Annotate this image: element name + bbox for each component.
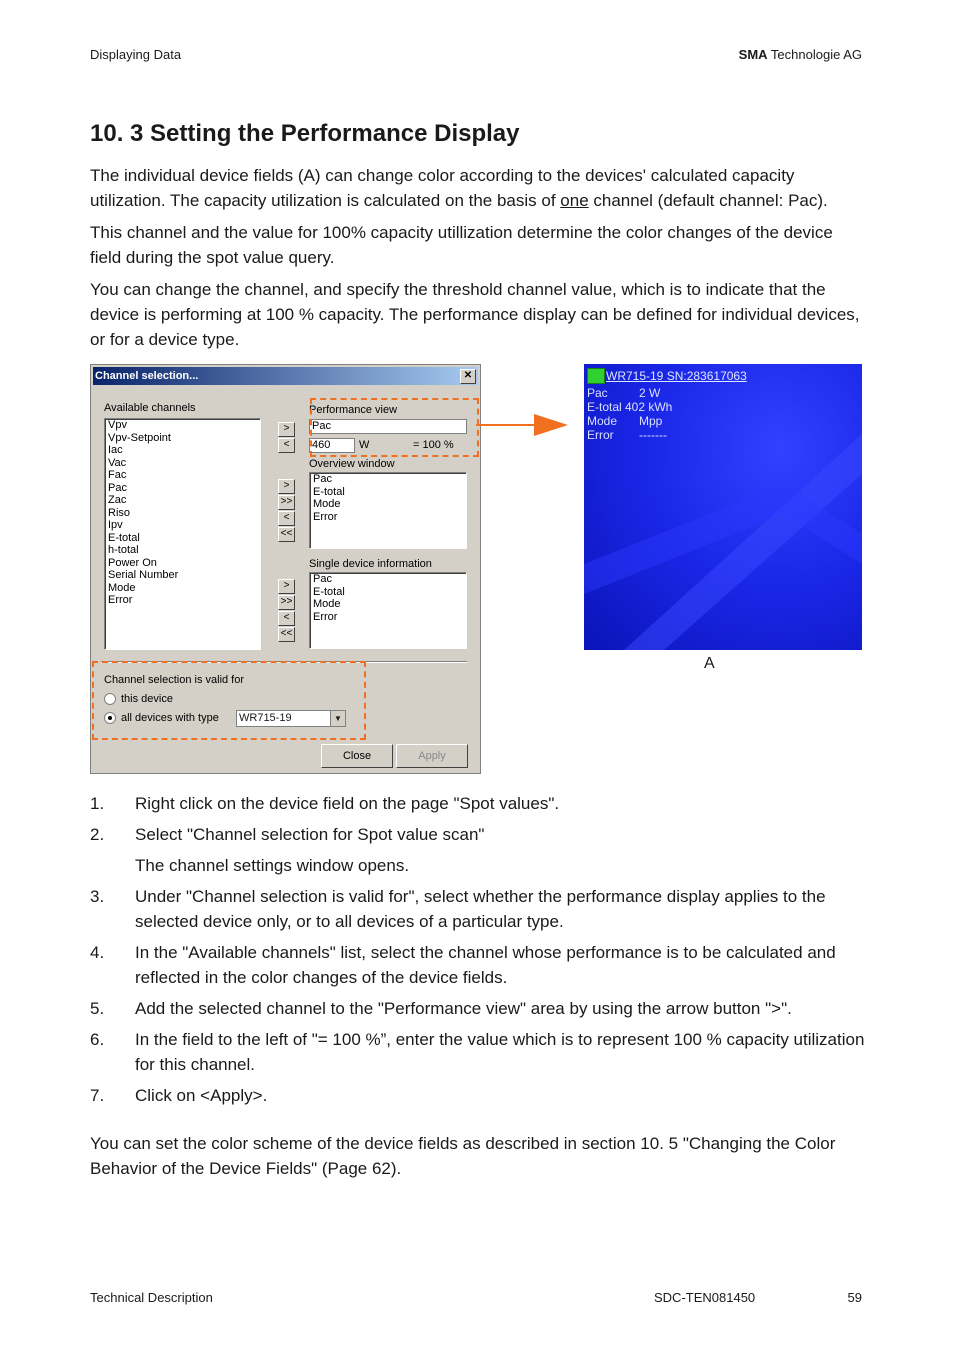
list-item: [90, 791, 865, 816]
device-info-key: Error: [587, 428, 614, 442]
list-item: [90, 1083, 865, 1108]
device-info-row: [587, 414, 672, 428]
step-text: The channel settings window opens.: [135, 856, 410, 875]
overview-channel-item[interactable]: Error: [313, 510, 338, 523]
device-field-panel[interactable]: [584, 364, 862, 650]
device-info-row: [587, 428, 672, 442]
single-channel-item[interactable]: Mode: [313, 598, 341, 610]
footer-left: Technical Description: [90, 1290, 213, 1305]
channel-selection-dialog: [90, 364, 481, 774]
valid-for-highlight-box: [92, 661, 366, 740]
intro-paragraph: [90, 163, 865, 213]
available-channel-item[interactable]: Mode: [108, 581, 136, 594]
closing-paragraph: You can set the color scheme of the device fields as described in section 10. 5 "Changing the Color Behavior of the Device Fields" (Page 62).: [90, 1134, 836, 1178]
overview-remove-arrow-button[interactable]: <: [278, 511, 295, 526]
available-channel-item[interactable]: Vpv: [108, 419, 127, 431]
available-channel-item[interactable]: Vpv-Setpoint: [108, 431, 171, 444]
list-item: [90, 853, 865, 878]
dialog-title: Channel selection...: [95, 370, 199, 382]
performance-percent: = 100 %: [413, 439, 454, 451]
available-channel-item[interactable]: h-total: [108, 544, 139, 556]
paragraph-3: You can change the channel, and specify the threshold channel value, which is to indicate that the device is performing at 100 % capacity. The performance display can be defined for individual devices, or for a device type.: [90, 280, 860, 349]
step-text: Under "Channel selection is valid for", select whether the performance display applies to the selected device only, or to all devices of a particular type.: [135, 887, 826, 931]
this-device-label: this device: [121, 693, 173, 705]
device-info-key: E-total: [587, 400, 622, 414]
overview-add-arrow-button[interactable]: >: [278, 479, 295, 494]
step-number: 1.: [90, 794, 105, 813]
device-info-value: Mpp: [639, 414, 663, 428]
device-type-value: WR715-19: [239, 712, 292, 724]
device-info-value: 402 kWh: [625, 400, 673, 414]
overview-window-list[interactable]: [309, 472, 467, 549]
available-channels-label: Available channels: [104, 402, 196, 414]
step-text: In the field to the left of "= 100 %”, enter the value which is to represent 100 % capacity utilization for this channel.: [135, 1030, 865, 1074]
single-channel-item[interactable]: Pac: [313, 573, 332, 585]
running-header-right: [739, 47, 862, 62]
single-remove-all-arrow-button[interactable]: <<: [278, 627, 295, 642]
all-devices-label: all devices with type: [121, 712, 219, 724]
performance-channel-field[interactable]: Pac: [309, 419, 467, 434]
overview-channel-item[interactable]: Pac: [313, 473, 332, 485]
available-channel-item[interactable]: Vac: [108, 456, 127, 469]
step-text: Click on <Apply>.: [135, 1086, 268, 1105]
single-device-list[interactable]: [309, 572, 467, 649]
available-channel-item[interactable]: Error: [108, 594, 133, 606]
single-channel-item[interactable]: E-total: [313, 585, 345, 598]
perf-add-arrow-button[interactable]: >: [278, 422, 295, 437]
list-item: [90, 822, 865, 847]
device-info-rows: [587, 386, 672, 442]
step-number: 5.: [90, 999, 105, 1018]
performance-value-input[interactable]: 460: [309, 438, 355, 453]
overview-window-label: Overview window: [309, 458, 395, 470]
step-text: Right click on the device field on the page "Spot values".: [135, 794, 560, 813]
callout-arrow-icon: [476, 412, 572, 438]
step-text: In the "Available channels" list, select the channel whose performance is to be calculated and reflected in the color changes of the device fields.: [135, 943, 836, 987]
section-title: 10. 3 Setting the Performance Display: [90, 120, 520, 147]
step-text: Add the selected channel to the "Performance view" area by using the arrow button ">".: [135, 999, 792, 1018]
device-info-key: Pac: [587, 386, 608, 400]
list-item: [90, 884, 865, 934]
available-channel-item[interactable]: E-total: [108, 531, 140, 544]
company-name-rest: Technologie AG: [767, 47, 862, 62]
available-channel-item[interactable]: Fac: [108, 469, 127, 481]
step-number: 7.: [90, 1086, 105, 1105]
valid-for-label: Channel selection is valid for: [104, 674, 245, 686]
available-channel-item[interactable]: Zac: [108, 494, 127, 506]
step-number: 2.: [90, 825, 105, 844]
available-channel-item[interactable]: Ipv: [108, 519, 123, 531]
running-header-left: Displaying Data: [90, 47, 182, 62]
device-info-value: -------: [639, 428, 667, 442]
intro-text-b: channel (default channel: Pac).: [588, 191, 828, 210]
single-add-arrow-button[interactable]: >: [278, 579, 295, 594]
single-channel-item[interactable]: Error: [313, 610, 338, 623]
intro-text-a: The individual device fields (A) can change color according to the devices' calculated capacity utilization. The capacity utilization is calculated on the basis of: [90, 166, 795, 210]
step-text: Select "Channel selection for Spot value scan": [135, 825, 485, 844]
list-item: [90, 1027, 865, 1077]
single-add-all-arrow-button[interactable]: >>: [278, 595, 295, 610]
step-number: 3.: [90, 887, 105, 906]
device-info-key: Mode: [587, 414, 618, 428]
list-item: [90, 940, 865, 990]
page-number: 59: [847, 1290, 862, 1305]
close-icon[interactable]: ✕: [460, 369, 476, 384]
overview-remove-all-arrow-button[interactable]: <<: [278, 527, 295, 542]
step-number: 4.: [90, 943, 105, 962]
available-channel-item[interactable]: Riso: [108, 506, 131, 519]
instruction-steps: [90, 791, 865, 1114]
paragraph-2: This channel and the value for 100% capacity utillization determine the color changes of the device field during the spot value query.: [90, 223, 833, 267]
device-info-row: [587, 386, 672, 400]
available-channel-item[interactable]: Serial Number: [108, 569, 179, 581]
intro-underlined-word: one: [560, 191, 589, 210]
available-channel-item[interactable]: Iac: [108, 444, 123, 456]
performance-unit: W: [359, 439, 370, 451]
dialog-titlebar: [93, 367, 478, 385]
overview-channel-item[interactable]: E-total: [313, 485, 345, 498]
performance-highlight-box: [310, 398, 479, 457]
device-link[interactable]: WR715-19 SN:283617063: [606, 369, 747, 383]
footer-doc-id: SDC-TEN081450: [654, 1290, 756, 1305]
apply-button[interactable]: Apply: [396, 744, 468, 768]
step-number: 6.: [90, 1030, 105, 1049]
company-name-bold: SMA: [738, 47, 768, 62]
device-info-row: [587, 400, 672, 414]
performance-view-label: Performance view: [309, 404, 398, 416]
overview-channel-item[interactable]: Mode: [313, 498, 341, 510]
chevron-down-icon[interactable]: ▼: [330, 711, 345, 726]
single-device-label: Single device information: [309, 558, 432, 570]
perf-remove-arrow-button[interactable]: <: [278, 438, 295, 453]
list-item: [90, 996, 865, 1021]
single-remove-arrow-button[interactable]: <: [278, 611, 295, 626]
device-status-icon: [587, 368, 605, 384]
figure-label-a: A: [704, 655, 715, 672]
overview-add-all-arrow-button[interactable]: >>: [278, 495, 295, 510]
close-button[interactable]: Close: [321, 744, 393, 768]
available-channels-list[interactable]: [104, 418, 261, 650]
available-channel-item[interactable]: Pac: [108, 481, 127, 494]
device-info-value: 2 W: [639, 386, 661, 400]
available-channel-item[interactable]: Power On: [108, 556, 157, 569]
